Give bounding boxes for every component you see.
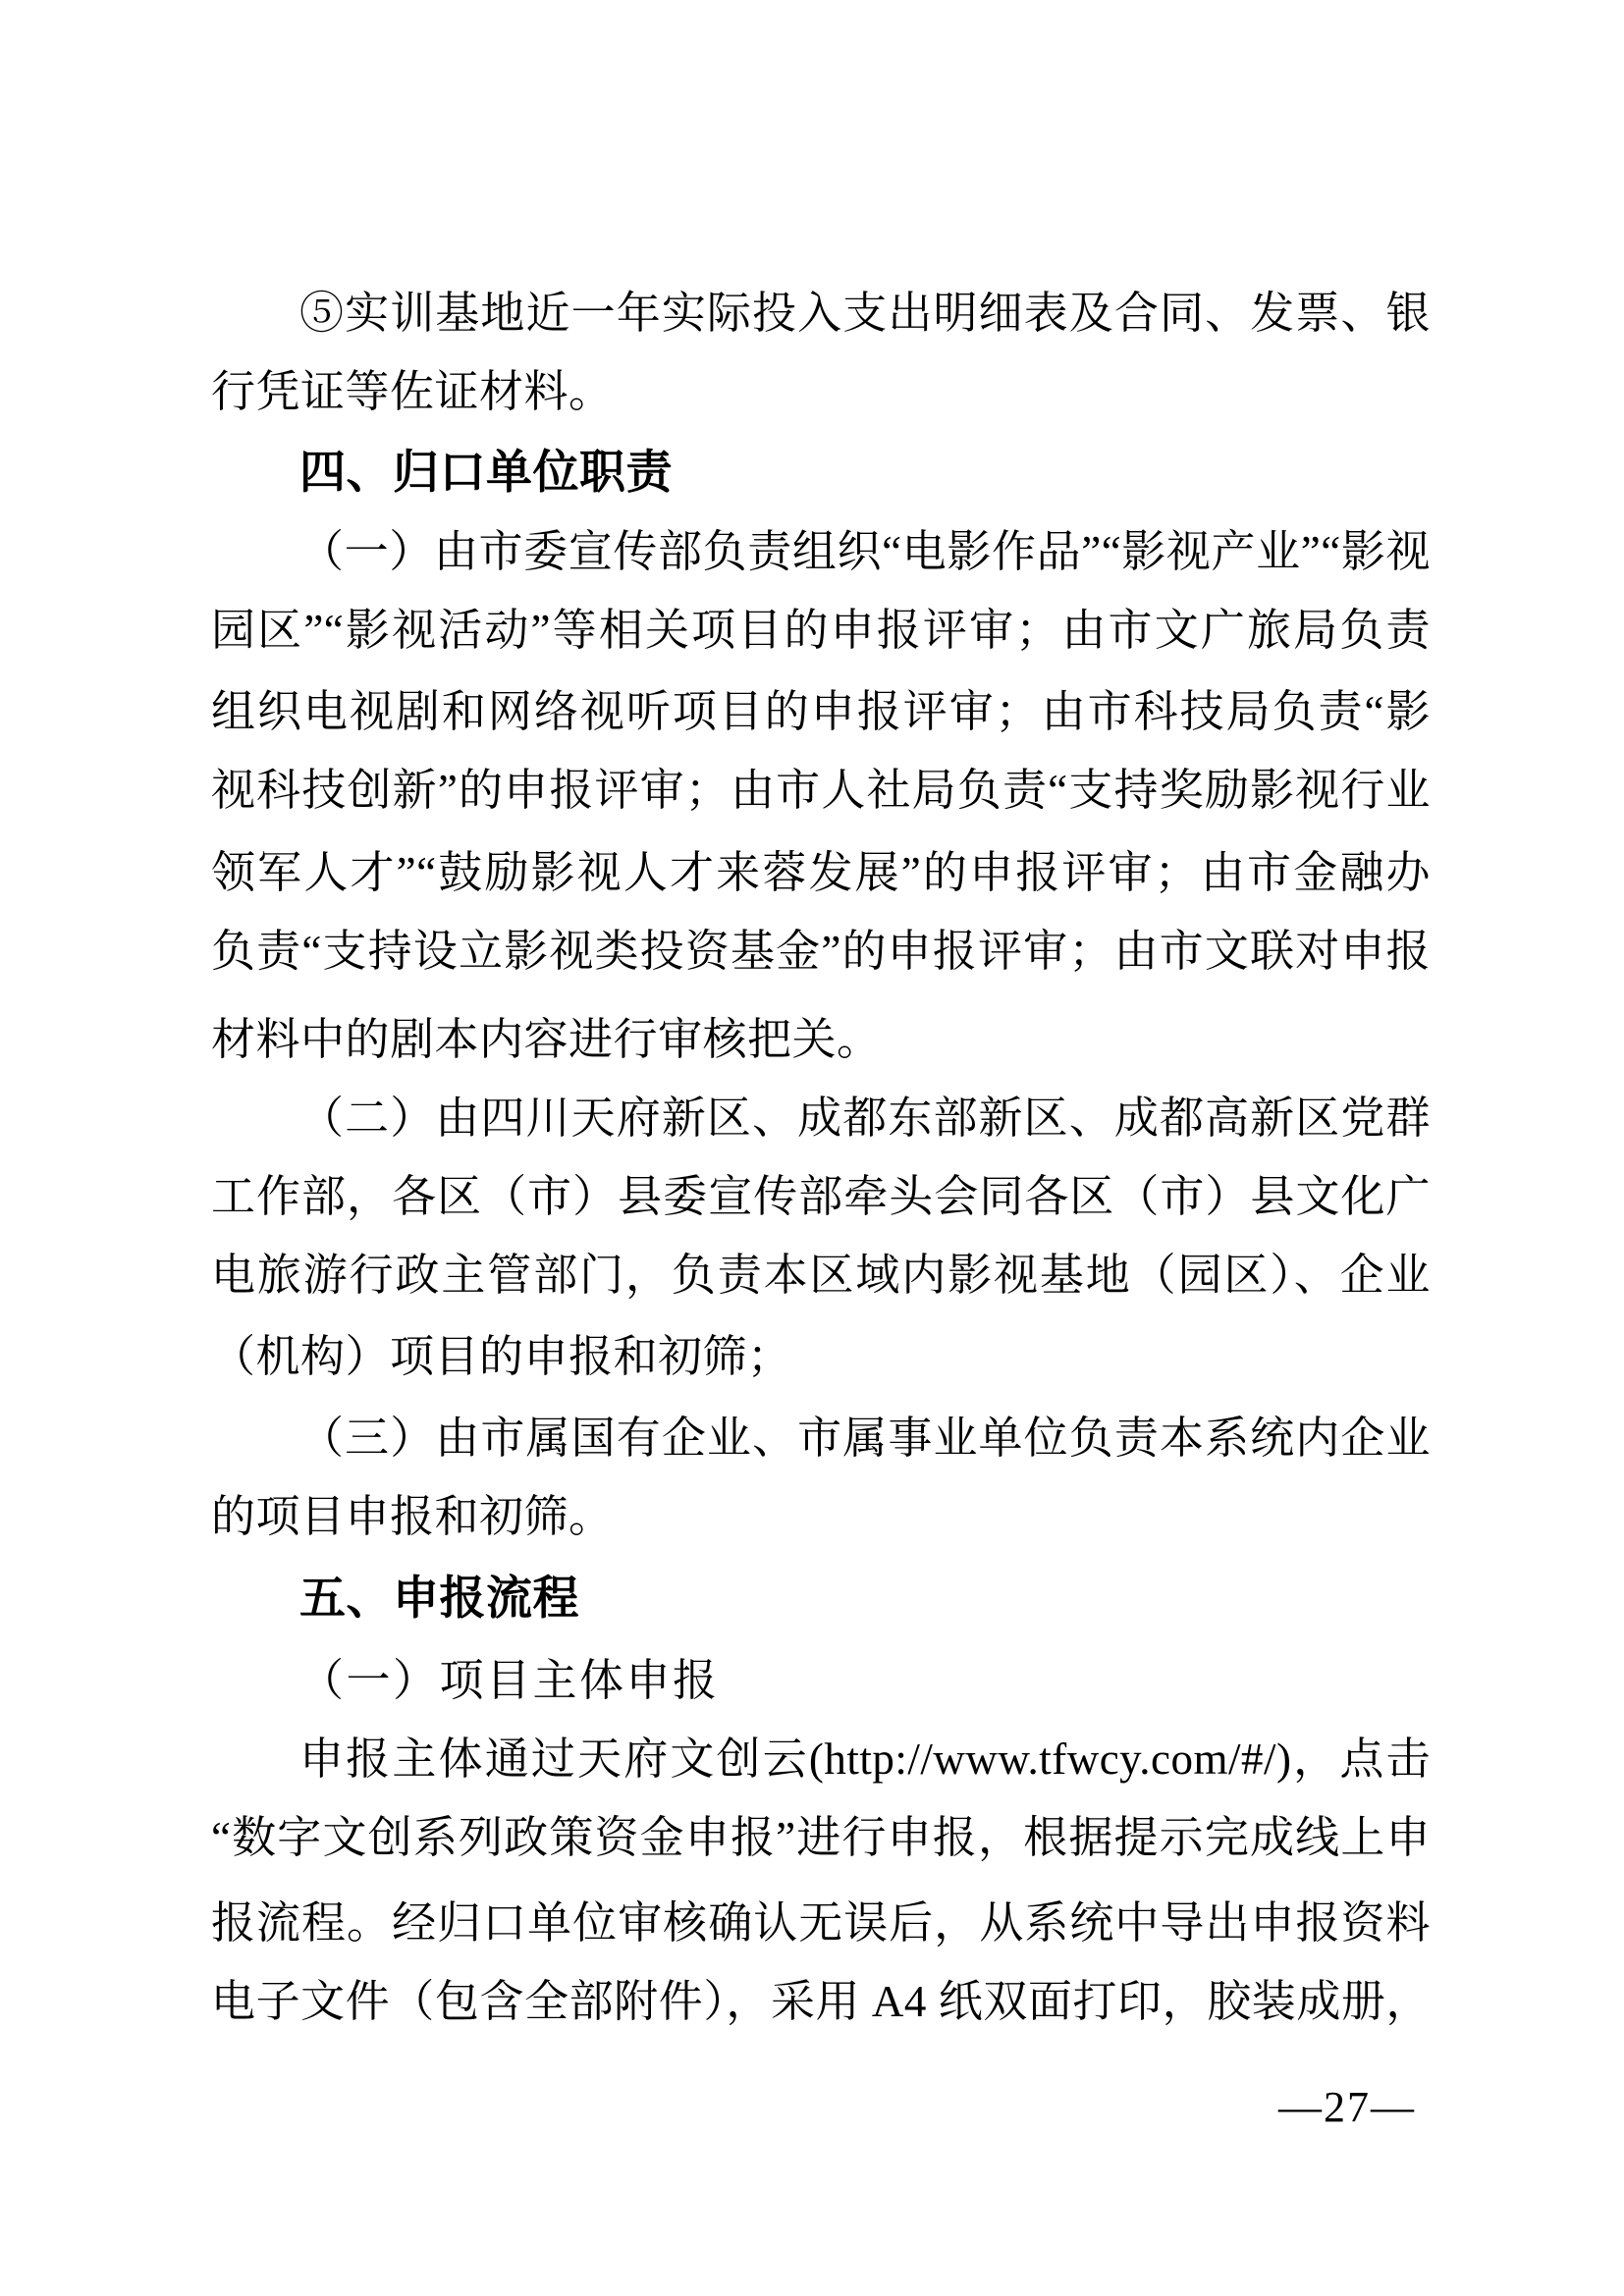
body-line: 申报主体通过天府文创云(http://www.tfwcy.com/#/)，点击: [299, 1735, 1431, 1784]
body-line: （机构）项目的申报和初筛；: [211, 1332, 792, 1381]
body-line: （一）由市委宣传部负责组织“电影作品”“影视产业”“影视: [299, 527, 1431, 576]
body-line: 负责“支持设立影视类投资基金”的申报评审；由市文联对申报: [211, 927, 1431, 976]
body-line: 视科技创新”的申报评审；由市人社局负责“支持奖励影视行业: [211, 766, 1431, 815]
body-line: （三）由市属国有企业、市属事业单位负责本系统内企业: [299, 1414, 1431, 1463]
body-line: 组织电视剧和网络视听项目的申报评审；由市科技局负责“影: [211, 687, 1431, 736]
body-line: ⑤实训基地近一年实际投入支出明细表及合同、发票、银: [299, 289, 1431, 338]
body-line: 材料中的剧本内容进行审核把关。: [211, 1015, 882, 1064]
body-line: 电旅游行政主管部门，负责本区域内影视基地（园区）、企业: [211, 1251, 1431, 1300]
page-number: —27—: [1278, 2083, 1416, 2131]
body-line: “数字文创系列政策资金申报”进行申报，根据提示完成线上申: [211, 1813, 1431, 1862]
body-line: 工作部，各区（市）县委宣传部牵头会同各区（市）县文化广: [211, 1172, 1431, 1221]
subsection-heading: （一）项目主体申报: [299, 1656, 720, 1705]
body-line: 的项目申报和初筛。: [211, 1492, 614, 1541]
body-line: 报流程。经归口单位审核确认无误后，从系统中导出申报资料: [211, 1898, 1431, 1948]
body-line: 园区”“影视活动”等相关项目的申报评审；由市文广旅局负责: [211, 606, 1431, 655]
body-line: 行凭证等佐证材料。: [211, 367, 614, 416]
body-line: （二）由四川天府新区、成都东部新区、成都高新区党群: [299, 1094, 1431, 1143]
body-line: 领军人才”“鼓励影视人才来蓉发展”的申报评审；由市金融办: [211, 848, 1431, 897]
section-heading: 五、申报流程: [299, 1572, 579, 1624]
section-heading: 四、归口单位职责: [299, 446, 673, 498]
body-line: 电子文件（包含全部附件），采用 A4 纸双面打印，胶装成册，: [211, 1977, 1431, 2026]
